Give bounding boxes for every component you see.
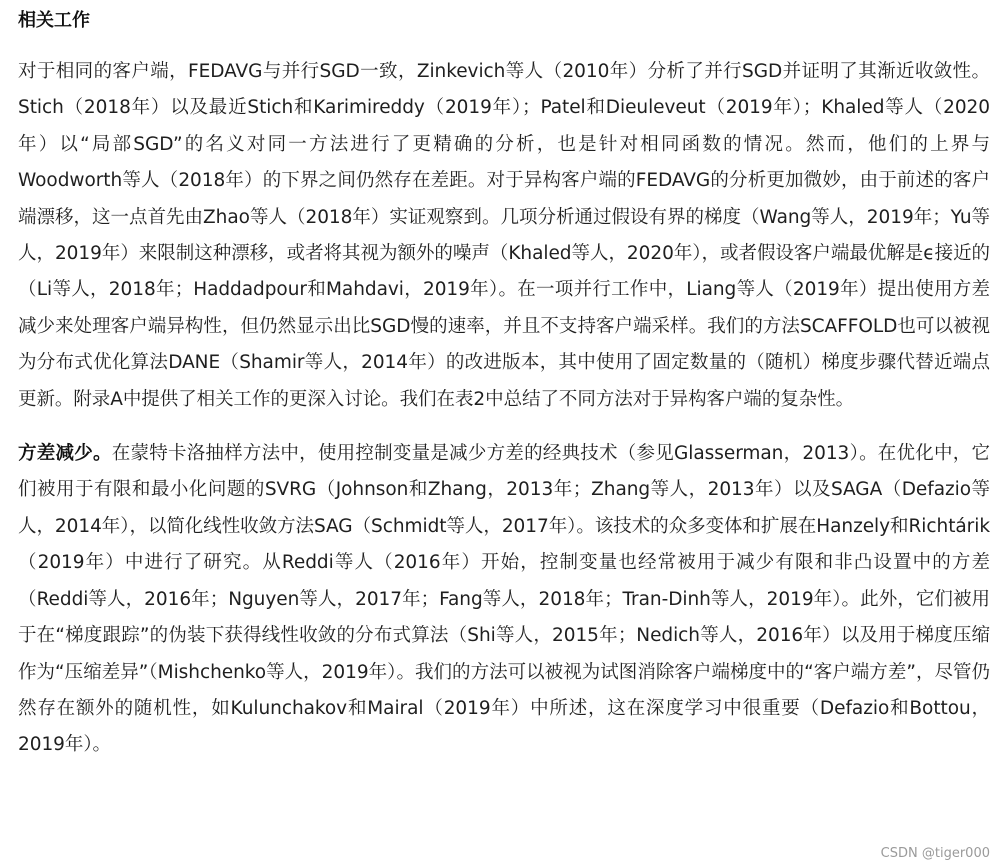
section-heading: 相关工作 [18,10,90,31]
variance-reduction-paragraph [18,436,990,764]
variance-reduction-term: 方差减少。 [18,443,112,465]
article-body [18,0,990,764]
csdn-watermark: CSDN @tiger000 [880,846,990,861]
related-work-paragraph: 对于相同的客户端，FEDAVG与并行SGD一致，Zinkevich等人（2010年）分析了并行SGD并证明了其渐近收敛性。Stich（2018年）以及最近Stich和Karimireddy（2019年）；Patel和Dieuleveut（2019年）；Khaled等人（2020年）以“局部SGD”的名义对同一方法进行了更精确的分析，也是针对相同函数的情况。然而，他们的上界与Woodworth等人（2018年）的下界之间仍然存在差距。对于异构客户端的FEDAVG的分析更加微妙，由于前述的客户端漂移，这一点首先由Zhao等人（2018年）实证观察到。几项分析通过假设有界的梯度（Wang等人，2019年；Yu等人，2019年）来限制这种漂移，或者将其视为额外的噪声（Khaled等人，2020年），或者假设客户端最优解是ϵ接近的（Li等人，2018年；Haddadpour和Mahdavi，2019年）。在一项并行工作中，Liang等人（2019年）提出使用方差减少来处理客户端异构性，但仍然显示出比SGD慢的速率，并且不支持客户端采样。我们的方法SCAFFOLD也可以被视为分布式优化算法DANE（Shamir等人，2014年）的改进版本，其中使用了固定数量的（随机）梯度步骤代替近端点更新。附录A中提供了相关工作的更深入讨论。我们在表2中总结了不同方法对于异构客户端的复杂性。 [18,61,990,410]
variance-reduction-text: 在蒙特卡洛抽样方法中，使用控制变量是减少方差的经典技术（参见Glasserman，2013）。在优化中，它们被用于有限和最小化问题的SVRG（Johnson和Zhang，2013年；Zhang等人，2013年）以及SAGA（Defazio等人，2014年），以简化线性收敛方法SAG（Schmidt等人，2017年）。该技术的众多变体和扩展在Hanzely和Richtárik（2019年）中进行了研究。从Reddi等人（2016年）开始，控制变量也经常被用于减少有限和非凸设置中的方差（Reddi等人，2016年；Nguyen等人，2017年；Fang等人，2018年；Tran-Dinh等人，2019年）。此外，它们被用于在“梯度跟踪”的伪装下获得线性收敛的分布式算法（Shi等人，2015年；Nedich等人，2016年）以及用于梯度压缩作为“压缩差异”（Mishchenko等人，2019年）。我们的方法可以被视为试图消除客户端梯度中的“客户端方差”，尽管仍然存在额外的随机性，如Kulunchakov和Mairal（2019年）中所述，这在深度学习中很重要（Defazio和Bottou，2019年）。 [18,443,990,756]
